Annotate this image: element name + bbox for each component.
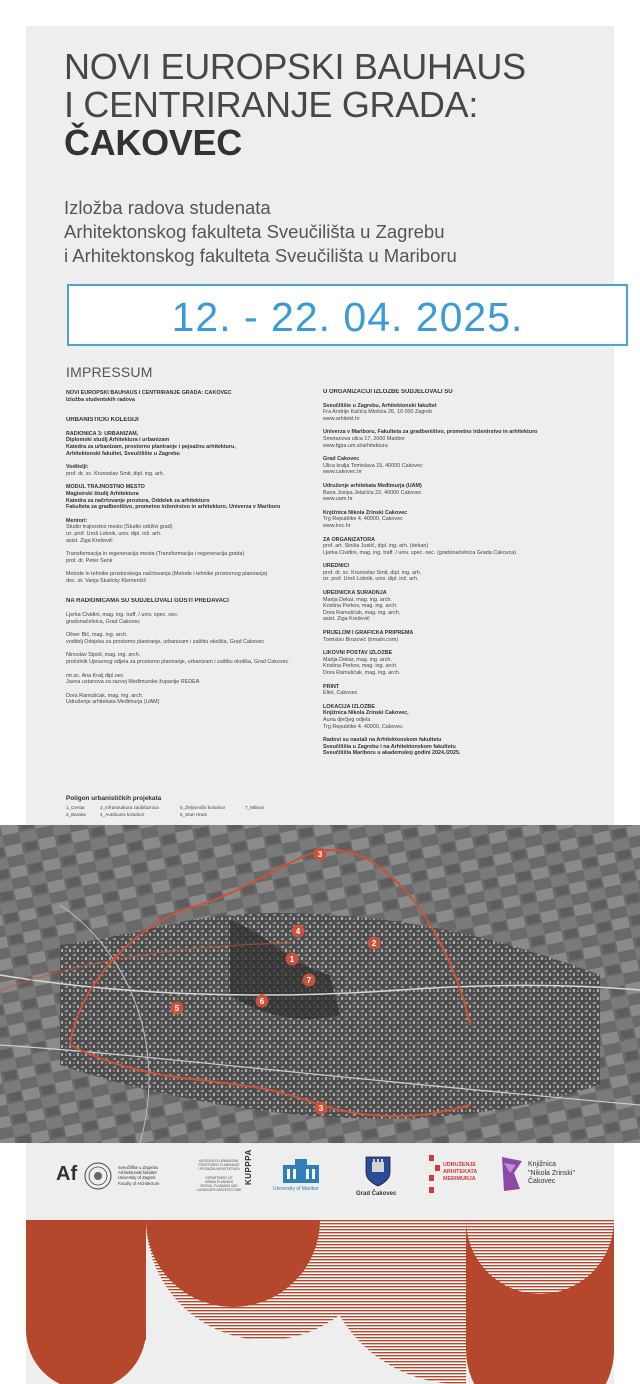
text-line: Knjižnica Nikola Zrinski Čakovec, <box>323 710 409 717</box>
text-line: LIKOVNI POSTAV IZLOŽBE <box>323 650 393 657</box>
map-marker-label: 1 <box>289 955 295 964</box>
text-line: asist. Žiga Kreševič <box>66 537 113 544</box>
aerial-map <box>0 825 640 1143</box>
text-line: Magistrski študij Arhitektura <box>66 490 139 497</box>
subtitle-line-3: i Arhitektonskog fakulteta Sveučilišta u Mariboru <box>64 245 457 266</box>
logo-line: URBAN PLANNING <box>204 1179 234 1184</box>
title-line-2: I CENTRIRANJE GRADA: <box>64 84 479 125</box>
text-line: Fakulteta za gradbeništvo, prometno inženirstvo in arhitekturo, Univerza v Mariboru <box>66 504 281 511</box>
subtitle-line-2: Arhitektonskog fakulteta Sveučilišta u Zagrebu <box>64 221 445 242</box>
text-line: Udruženje arhitekata Međimurja (UAM) <box>323 482 422 489</box>
text-line: prof. dr. Peter Šenk <box>66 557 113 564</box>
text-line: www.uam.hr <box>323 496 353 503</box>
polygon-item: 5_Željeznički kolodvor <box>180 805 226 810</box>
text-line: www.fgpa.um.si/arhitektura <box>323 442 388 449</box>
text-line: Sveučilišta Mariboru u akademskoj godini 2024./2025. <box>323 750 461 757</box>
logo-line: UDRUŽENJE <box>443 1162 476 1168</box>
coat-of-arms-icon <box>364 1155 392 1187</box>
library-logo-text <box>528 1161 575 1187</box>
text-line: Katedra za načrtovanje prostora, Oddelek za arhitekturo <box>66 497 210 504</box>
text-line: Marija Dekar, mag. ing. arch. <box>323 656 392 663</box>
section-heading: U ORGANIZACIJI IZLOŽBE SUDJELOVALI SU <box>323 389 453 395</box>
map-marker <box>292 925 305 938</box>
text-line: Tomislav Brozović (trmatri.com) <box>323 636 399 643</box>
polygon-item: 2_Baraka <box>66 812 86 817</box>
text-line: Fra Andrije Kačića Miošića 26, 10 000 Zagreb <box>323 409 433 416</box>
exhibition-date: 12. - 22. 04. 2025. <box>171 294 524 340</box>
map-marker-label: 4 <box>295 927 301 936</box>
map-marker-label: 7 <box>306 976 312 985</box>
impressum-left-column <box>66 390 306 706</box>
map-marker-label: 5 <box>174 1004 180 1013</box>
text-line: asist. Žiga Kreševič <box>323 616 370 623</box>
text-line: mr.sc. Ana Kralj dipl.oec <box>66 672 124 679</box>
text-line: prof. dr. sc. Krunoslav Šmit, dipl. ing. arh. <box>66 470 165 477</box>
text-line: prof. art. Siniša Justić, dipl. ing. arh. (dekan) <box>323 543 429 550</box>
text-line: www.arhitekt.hr <box>323 415 360 422</box>
map-marker-label: 2 <box>371 939 377 948</box>
text-line: Ljerka Cividini, mag. ing. traff. / univ. spec. oec. (gradonačelnica Grada Čakovca) <box>323 549 517 556</box>
logo-line: University of Zagreb <box>118 1175 156 1181</box>
logo-line: Arhitektonski fakultet <box>118 1170 157 1176</box>
text-line: Radovi su nastali na Arhitektonskom fakultetu <box>323 737 442 744</box>
date-box <box>67 284 628 346</box>
text-line: Ninoslav Šipoš, mag. ing. arch. <box>66 652 141 659</box>
grad-cakovec-logo-text: Grad Čakovec <box>356 1191 397 1197</box>
text-line: Ljerka Cividini, mag. ing. traff. / univ. spec. oec. <box>66 612 179 619</box>
text-line: Marija Dekar, mag. ing. arch. <box>323 596 392 603</box>
logo-line: SPATIAL PLANNING AND <box>200 1184 238 1189</box>
decorative-semicircles <box>0 1220 640 1384</box>
text-line: UREDNIČKA SURADNJA <box>323 590 387 597</box>
maribor-logo-text: University of Maribor <box>273 1186 319 1192</box>
text-line: Studio trajnostno mesto (Studio održivi grad) <box>66 524 173 531</box>
partner-logos <box>26 1145 614 1220</box>
text-line: Katedra za urbanizam, prostorno planiranje i pejsažnu arhitekturu, <box>66 443 236 450</box>
logo-line: DEPARTMENT OF <box>205 1175 233 1180</box>
logo-line: Knjižnica <box>528 1161 557 1168</box>
map-marker <box>368 937 381 950</box>
uam-mark-icon <box>429 1155 441 1195</box>
text-line: UREDNICI <box>323 563 350 570</box>
logo-line: Čakovec <box>528 1178 556 1185</box>
text-line: Univerza v Mariboru, Fakulteta za gradbeništvo, prometno inženirstvo in arhitekturo <box>323 429 538 436</box>
logo-line: MEĐIMURJA <box>443 1176 476 1182</box>
logo-line: PROSTORNO PLANIRANJE <box>198 1163 240 1168</box>
text-line: Kristina Perkov, mag. ing. arch. <box>323 663 398 670</box>
text-line: Udruženje arhitekata Međimurja (UAM) <box>66 699 160 706</box>
text-line: Arhitektonski fakultet, Sveučilište u Zagrebu <box>66 450 180 457</box>
polygon-item: 1_Centar <box>66 805 85 810</box>
text-line: MODUL TRAJNOSTNO MESTO <box>66 484 145 491</box>
title-line-3: ČAKOVEC <box>64 122 242 163</box>
logo-line: I PEJSAŽNU ARHITEKTURU <box>198 1167 240 1172</box>
library-mark-icon <box>500 1155 524 1193</box>
text-line: voditelj Odsjeka za prostorno planiranje, urbanizam i zaštitu okoliša, Grad Čakovec <box>66 638 265 645</box>
text-line: Oliver Bič, mag. ing. arch. <box>66 632 128 639</box>
logo-line: Faculty of Architecture <box>118 1180 160 1186</box>
map-marker-label: 6 <box>259 997 265 1006</box>
map-marker <box>303 974 316 987</box>
text-line: Dora Ramušćak, mag. ing. arch. <box>66 692 144 699</box>
kupppa-logo: KUPPPA <box>244 1149 253 1185</box>
polygon-item: 7_Mlinovi <box>245 805 265 810</box>
polygon-heading: Poligon urbanističkih projekata <box>66 795 162 802</box>
text-line: izr. prof. Uroš Lobnik, univ. dipl. inž. arh. <box>323 576 419 583</box>
logo-line: ARHITEKATA <box>443 1169 478 1175</box>
text-line: www.cakovec.hr <box>323 469 362 476</box>
text-line: Smetanova ulica 17, 2000 Maribor <box>323 435 406 442</box>
text-line: Trg Republike 4, 40000, Čakovec <box>323 723 403 730</box>
text-line: LOKACIJA IZLOŽBE <box>323 703 375 710</box>
map-marker <box>171 1002 184 1015</box>
text-line: Transformacija in regeneracija mesta (Transformacija i regeneracija grada) <box>66 551 245 558</box>
logo-line: "Nikola Zrinski" <box>528 1169 575 1177</box>
text-line: Knjižnica Nikola Zrinski Čakovec <box>323 509 408 516</box>
text-line: Kristina Perkov, mag. ing. arch. <box>323 603 398 610</box>
university-building-icon <box>281 1159 321 1183</box>
title-line-1: NOVI EUROPSKI BAUHAUS <box>64 46 526 87</box>
text-line: izr. prof. Uroš Lobnik, univ. dipl. inž. arh. <box>66 530 162 537</box>
university-seal-icon <box>84 1162 112 1190</box>
text-line: doc. dr. Vanja Skalicky Klemenčič <box>66 577 147 584</box>
map-marker <box>286 953 299 966</box>
uam-logo-text <box>443 1162 477 1183</box>
map-marker <box>315 1102 328 1115</box>
map-marker-label: 3 <box>317 850 323 859</box>
text-line: Grad Čakovec <box>323 456 360 463</box>
impressum-right-column <box>323 389 593 757</box>
text-line: Javna ustanova za razvoj Međimurske županije REDEA <box>66 679 200 686</box>
text-line: PRIJELOM I GRAFIČKA PRIPREMA <box>323 630 414 637</box>
impressum-heading: IMPRESSUM <box>66 364 153 380</box>
text-line: Metode in tehnike prostorskega načrtovanja (Metode i tehnike prostornog planiranja) <box>66 571 268 578</box>
text-line: RADIONICA 3: URBANIZAM, <box>66 430 139 437</box>
polygon-item: 4_Autobusni kolodvor <box>100 812 145 817</box>
text-line: Ulica kralja Tomislava 15, 40000 Čakovec <box>323 462 423 469</box>
subtitle-line-1: Izložba radova studenata <box>64 197 271 218</box>
text-line: prof. dr. sc. Krunoslav Šmit, dipl. ing. arh. <box>323 569 422 576</box>
text-line: Mentori: <box>66 517 88 524</box>
logo-line: LANDSCAPE ARCHITECTURE <box>196 1188 242 1193</box>
map-marker <box>256 995 269 1008</box>
text-line: ZA ORGANIZATORA <box>323 536 376 543</box>
map-marker-label: 3 <box>318 1104 324 1113</box>
text-line: Izložba studentskih radova <box>66 396 135 403</box>
page-title <box>64 48 604 162</box>
text-line: NOVI EUROPSKI BAUHAUS I CENTRIRANJE GRADA: ČAKOVEC <box>66 390 232 396</box>
text-line: Sveučilište u Zagrebu, Arhitektonski fakultet <box>323 402 437 409</box>
semicircle-striped <box>320 1220 466 1384</box>
text-line: Diplomski studij Arhitektura i urbanizam <box>66 437 170 444</box>
logo-line: Sveučilište u Zagrebu <box>118 1165 159 1170</box>
text-line: www.knc.hr <box>323 522 351 529</box>
logo-line: KATEDRA ZA URBANIZAM, <box>199 1159 239 1163</box>
polygon-item: 3_Infrastruktura zaobilaznica <box>100 805 159 810</box>
section-heading: NA RADIONICAMA SU SUDJELOVALI GOSTI PREDAVAČI <box>66 598 229 605</box>
map-marker <box>314 848 327 861</box>
text-line: Trg Republike 4, 40000, Čakovec <box>323 516 403 523</box>
polygon-item: 6_Stari Hrast <box>180 812 207 817</box>
text-line: Eltel, Čakovec <box>323 690 358 697</box>
text-line: Auла dječjeg odjela <box>323 716 371 723</box>
text-line: Bana Josipa Jelačića 22, 40000 Čakovec <box>323 489 422 496</box>
text-line: Sveučilišta u Zagrebu i na Arhitektonskom fakultetu <box>323 743 456 750</box>
af-logo: Af <box>56 1163 78 1185</box>
text-line: Dora Ramušćak, mag. ing. arch. <box>323 609 401 616</box>
subtitle <box>64 196 604 268</box>
text-line: PRINT <box>323 683 340 690</box>
department-logo <box>192 1159 246 1192</box>
text-line: gradonačelnica, Grad Čakovec <box>66 618 141 625</box>
text-line: Dora Ramušćak, mag. ing. arch. <box>323 670 401 676</box>
section-heading: URBANISTIČKI KOLEGIJI <box>66 417 139 424</box>
text-line: Voditelji: <box>66 464 89 471</box>
text-line: pročelnik Upravnog odjela za prostorno planiranje, urbanizam i zaštitu okoliša, Grad Čakovec <box>66 659 289 666</box>
zagreb-logo-text <box>118 1165 159 1186</box>
